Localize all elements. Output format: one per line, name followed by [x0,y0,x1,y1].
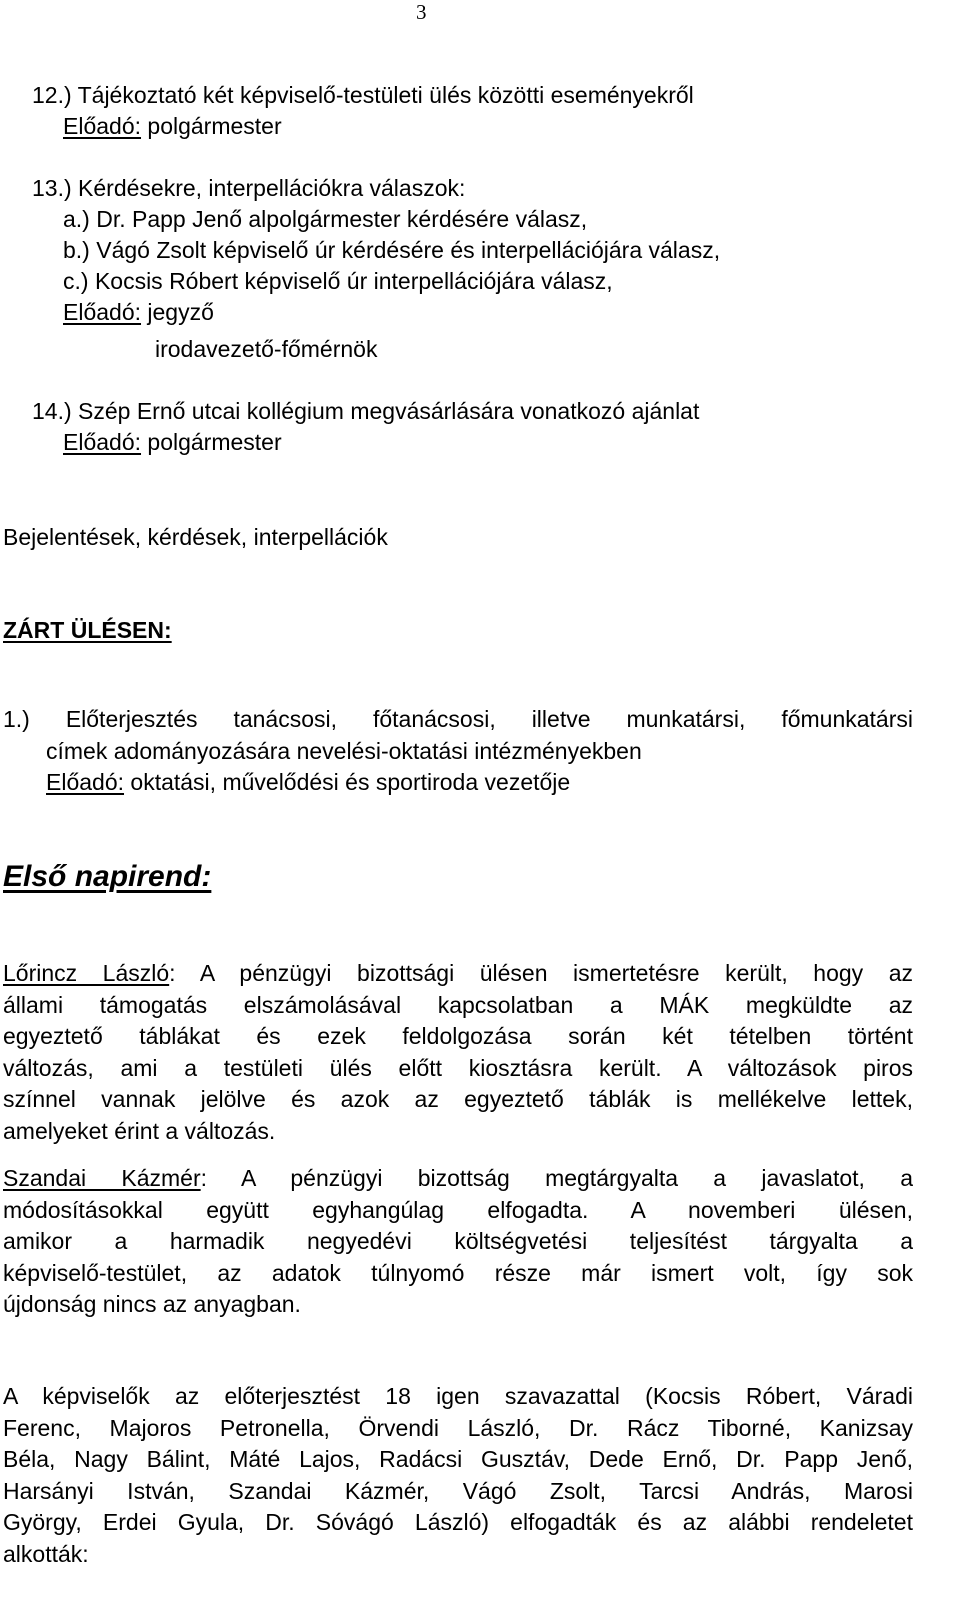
agenda-item-13-sub-c: c.) Kocsis Róbert képviselő úr interpellációjára válasz, [63,268,613,294]
vote-line: Harsányi István, Szandai Kázmér, Vágó Zsolt, Tarcsi András, Marosi [3,1477,913,1504]
speaker-name: Szandai Kázmér [3,1165,201,1191]
speech-line: állami támogatás elszámolásával kapcsolatban a MÁK megküldte az [3,991,913,1018]
vote-line: Béla, Nagy Bálint, Máté Lajos, Radácsi Gusztáv, Dede Ernő, Dr. Papp Jenő, [3,1446,913,1472]
vote-paragraph [3,1381,913,1570]
speech-szandai [3,1163,913,1321]
closed-item-1-line-1 [3,704,913,735]
presenter-label: Előadó: [63,113,142,139]
speech-line: amikor a harmadik negyedévi költségvetési teljesítést tárgyalta a [3,1228,913,1254]
speech-line: módosításokkal együtt egyhangúlag elfogadta. A novemberi ülésen, [3,1196,913,1223]
speech-line: változás, ami a testületi ülés előtt kiosztásra került. A változások piros [3,1054,913,1081]
closed-item-1-presenter [46,767,570,798]
page-number: 3 [416,0,427,24]
speech-line: újdonság nincs az anyagban. [3,1291,301,1317]
presenter-label: Előadó: [46,769,125,795]
agenda-item-13-title: 13.) Kérdésekre, interpellációkra válaszok: [32,175,466,201]
closed-session-heading: ZÁRT ÜLÉSEN: [3,617,172,643]
vote-line: György, Erdei Gyula, Dr. Sóvágó László) elfogadták és az alábbi rendeletet [3,1509,913,1535]
announcements-line: Bejelentések, kérdések, interpellációk [3,524,388,550]
agenda-item-14-presenter [63,427,282,458]
agenda-item-13-presenter-2: irodavezető-főmérnök [155,336,378,362]
agenda-item-12-title: 12.) Tájékoztató két képviselő-testületi ülés közötti eseményekről [32,82,694,108]
speech-line: Szandai Kázmér: A pénzügyi bizottság megtárgyalta a javaslatot, a [3,1165,913,1191]
closed-item-1-line-2: címek adományozására nevelési-oktatási intézményekben [46,738,642,764]
agenda-item-13-presenter [63,297,214,328]
first-agenda-heading: Első napirend: [3,860,212,893]
agenda-item-13-sub-b: b.) Vágó Zsolt képviselő úr kérdésére és interpellációjára válasz, [63,237,721,263]
speaker-name: Lőrincz László [3,960,170,986]
agenda-item-14-title: 14.) Szép Ernő utcai kollégium megvásárlására vonatkozó ajánlat [32,398,700,424]
speech-line: Lőrincz László: A pénzügyi bizottsági ülésen ismertetésre került, hogy az [3,960,913,986]
speech-line: egyeztető táblákat és ezek feldolgozása során két tételben történt [3,1023,913,1049]
speech-line: színnel vannak jelölve és azok az egyeztető táblák is mellékelve lettek, [3,1086,913,1112]
closed-item-1-title: 1.) Előterjesztés tanácsosi, főtanácsosi, illetve munkatársi, főmunkatársi [3,706,913,732]
presenter-name: polgármester [141,113,282,139]
vote-line: alkották: [3,1540,89,1567]
speech-lorincz [3,958,913,1147]
presenter-label: Előadó: [63,299,142,325]
vote-line: Ferenc, Majoros Petronella, Örvendi László, Dr. Rácz Tiborné, Kanizsay [3,1414,913,1441]
vote-line: A képviselők az előterjesztést 18 igen szavazattal (Kocsis Róbert, Váradi [3,1383,913,1409]
agenda-item-12-presenter [63,111,282,142]
presenter-name: polgármester [141,429,282,455]
agenda-item-13-sub-a: a.) Dr. Papp Jenő alpolgármester kérdésére válasz, [63,206,588,232]
speech-line: amelyeket érint a változás. [3,1117,276,1144]
presenter-name: jegyző [141,299,214,325]
speech-line: képviselő-testület, az adatok túlnyomó része már ismert volt, így sok [3,1259,913,1286]
presenter-name: oktatási, művelődési és sportiroda vezetője [124,769,571,795]
presenter-label: Előadó: [63,429,142,455]
